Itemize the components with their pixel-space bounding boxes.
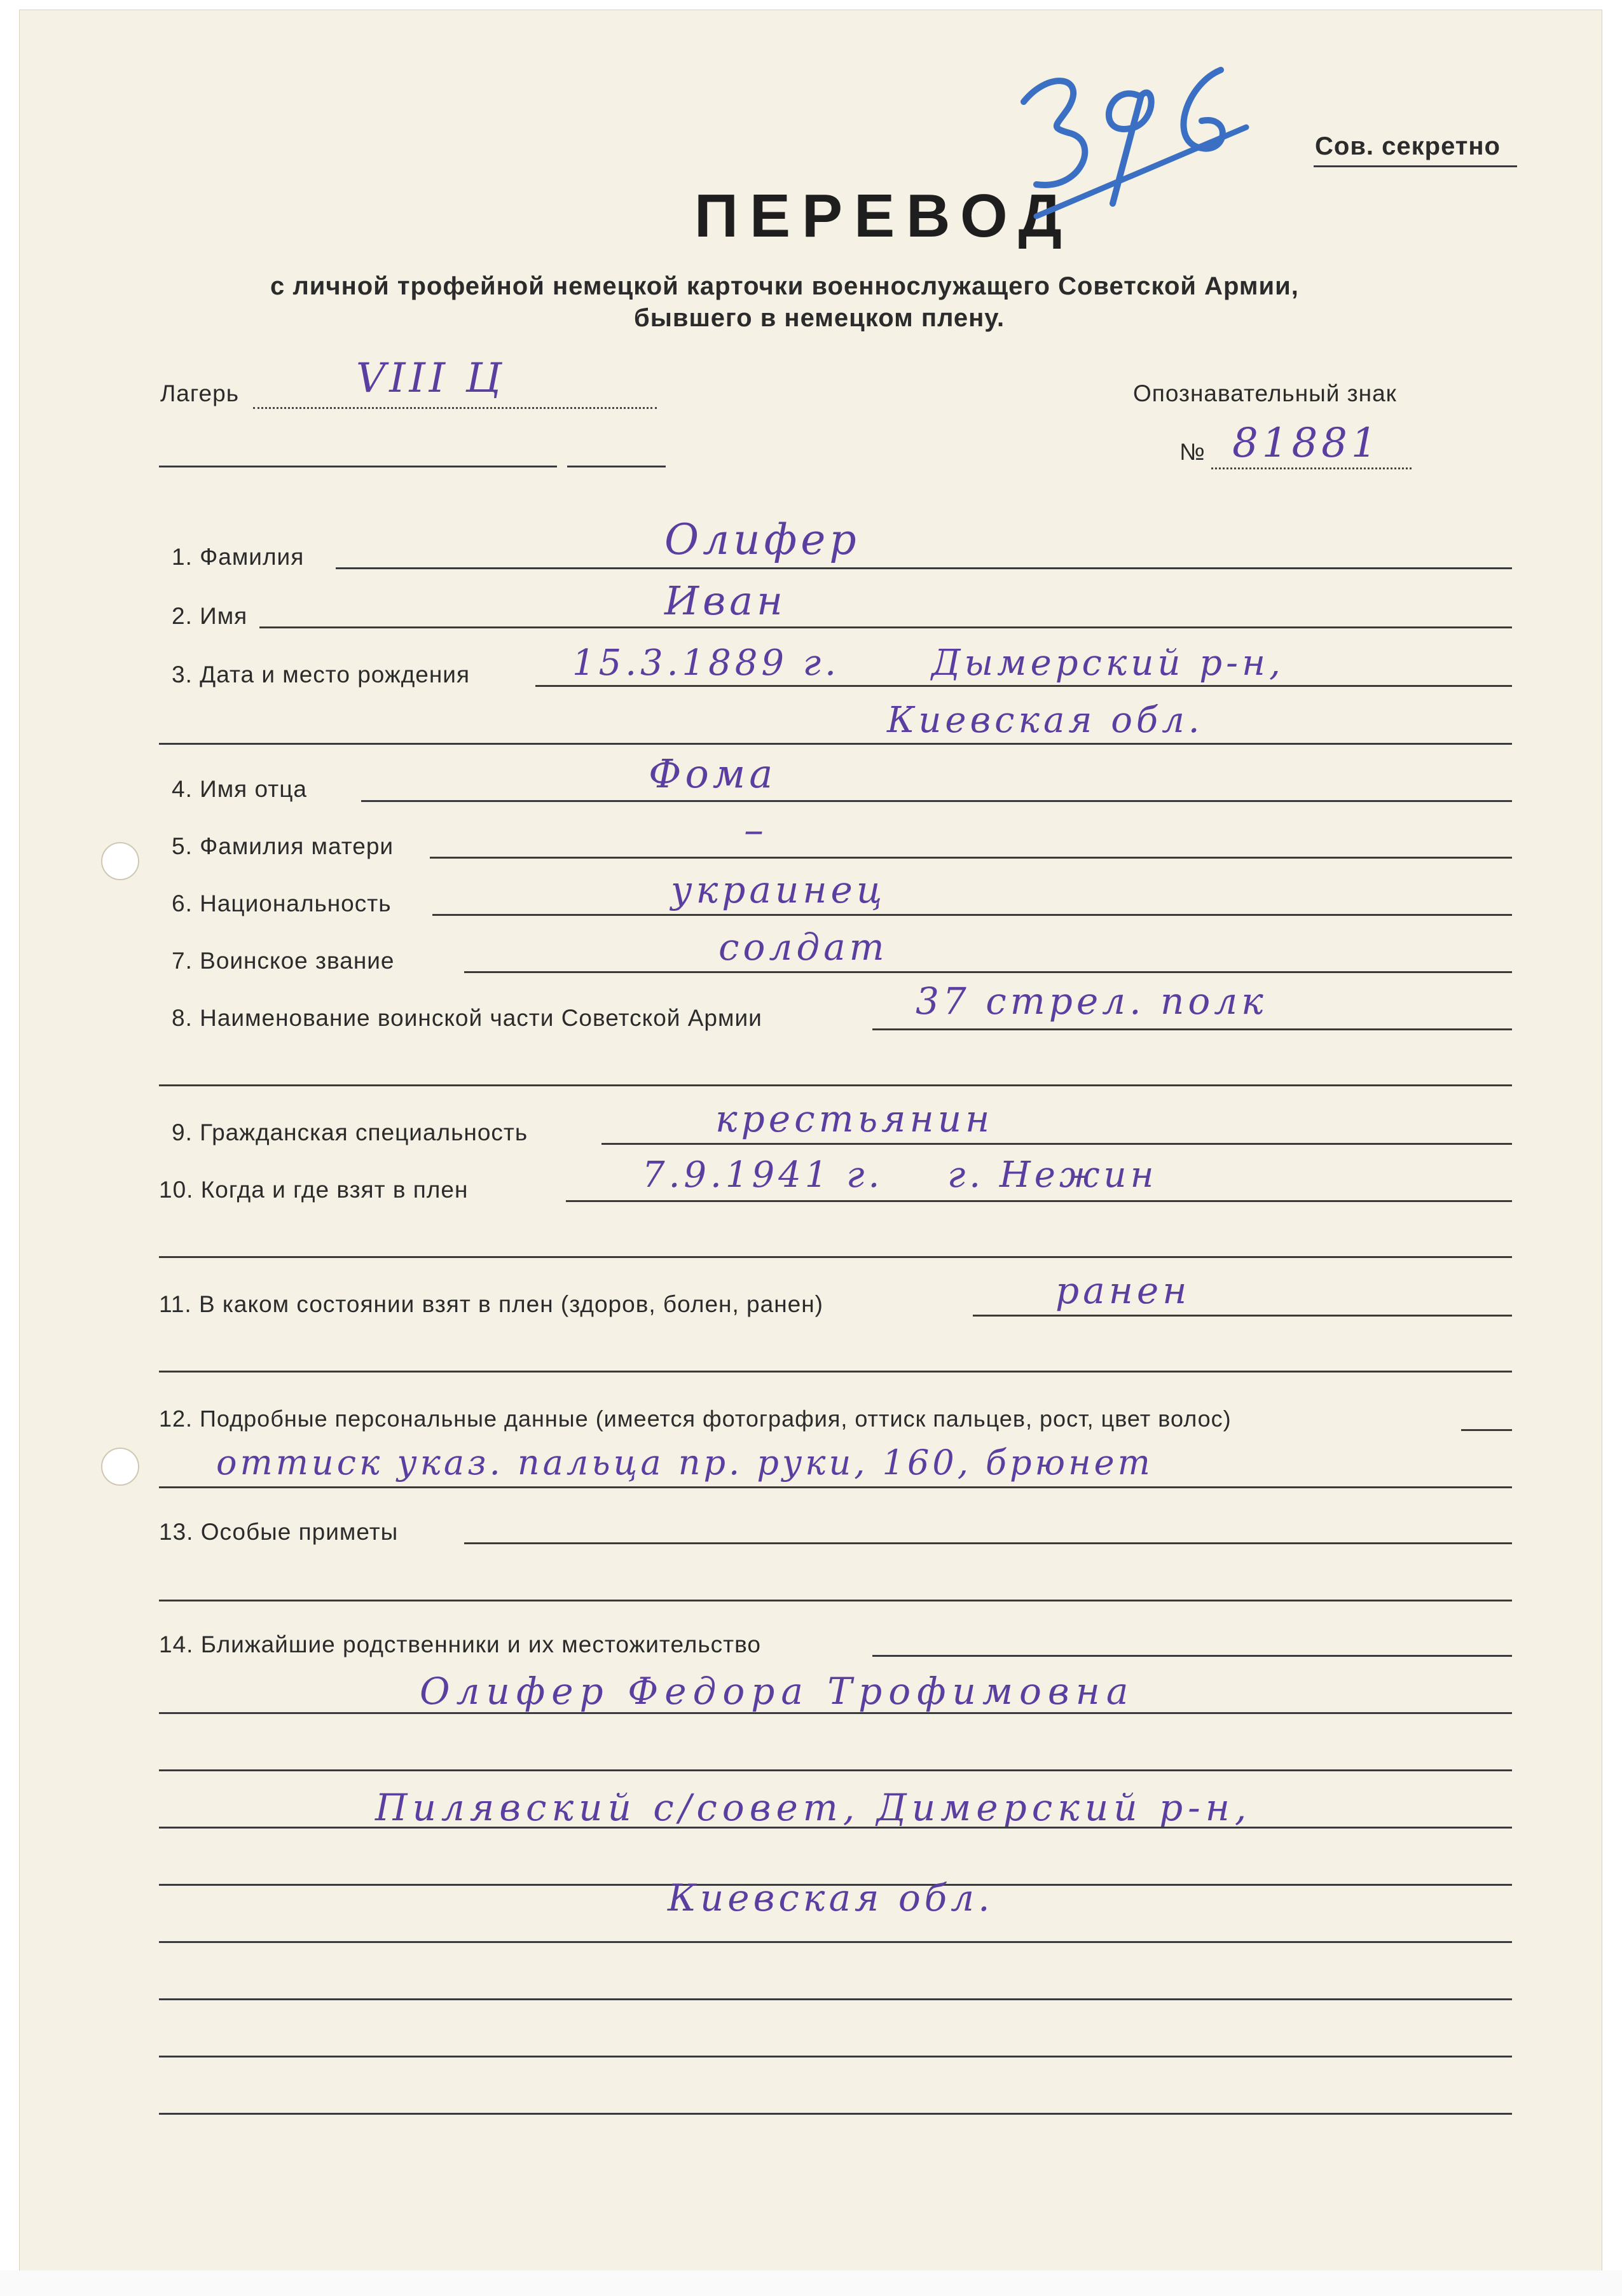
camp-label: Лагерь <box>160 380 239 406</box>
subtitle-line-1: с личной трофейной немецкой карточки военнослужащего Советской Армии, <box>270 272 1299 300</box>
field-father-label: 4. Имя отца <box>172 776 307 802</box>
field-captured-line-2 <box>159 1256 1512 1258</box>
field-unit-value: 37 стрел. полк <box>916 979 1267 1023</box>
camp-extra-line-2 <box>567 466 666 467</box>
field-condition-value: ранен <box>1055 1269 1191 1312</box>
field-surname-line <box>336 567 1512 569</box>
archive-number-text <box>1043 95 1046 96</box>
field-rank-label: 7. Воинское звание <box>172 948 395 974</box>
field-relatives-line-9 <box>159 2113 1512 2115</box>
field-personal-value: оттиск указ. пальца пр. руки, 160, брюнет <box>216 1442 1153 1483</box>
punch-hole-bottom <box>101 1448 139 1486</box>
field-birth-line <box>535 685 1512 687</box>
field-birth-line-2 <box>159 743 1512 745</box>
field-relatives-value-1: Олифер Федора Трофимовна <box>420 1670 1135 1713</box>
field-relatives-line-7 <box>159 1998 1512 2000</box>
subtitle-line-2: бывшего в немецком плену. <box>634 304 1005 332</box>
secret-mark: Сов. секретно <box>1315 132 1501 160</box>
field-condition-line <box>973 1315 1512 1317</box>
field-condition-line-2 <box>159 1371 1512 1373</box>
field-captured-line <box>566 1200 1512 1202</box>
field-relatives-line-4 <box>159 1827 1512 1829</box>
field-birth-place-2: Киевская обл. <box>887 700 1204 741</box>
field-captured-place: г. Нежин <box>947 1154 1158 1196</box>
field-relatives-value-2: Пилявский с/совет, Димерский р-н, <box>375 1786 1252 1829</box>
field-relatives-line <box>872 1655 1512 1657</box>
field-relatives-line-8 <box>159 2056 1512 2057</box>
field-personal-line-2 <box>159 1486 1512 1488</box>
field-father-value: Фома <box>649 750 777 797</box>
field-name-value: Иван <box>664 577 787 624</box>
field-relatives-line-2 <box>159 1712 1512 1714</box>
field-marks-line-2 <box>159 1600 1512 1601</box>
field-mother-value: – <box>744 806 767 853</box>
field-rank-line <box>464 971 1512 973</box>
tag-value: 81881 <box>1232 420 1381 467</box>
field-relatives-line-6 <box>159 1941 1512 1943</box>
camp-extra-line <box>159 466 557 467</box>
field-surname-value: Олифер <box>664 515 860 564</box>
field-father-line <box>361 800 1512 802</box>
field-relatives-label: 14. Ближайшие родственники и их местожительство <box>159 1631 761 1657</box>
field-captured-date: 7.9.1941 г. <box>642 1154 884 1196</box>
field-nationality-value: украинец <box>671 868 886 911</box>
field-name-line <box>259 626 1512 628</box>
field-birth-place-1: Дымерский р-н, <box>931 642 1284 684</box>
field-unit-label: 8. Наименование воинской части Советской Армии <box>172 1005 762 1031</box>
field-captured-label: 10. Когда и где взят в плен <box>159 1177 469 1203</box>
field-profession-value: крестьянин <box>715 1097 994 1140</box>
field-nationality-label: 6. Национальность <box>172 890 392 916</box>
field-name-label: 2. Имя <box>172 603 248 629</box>
camp-value: VIII Ц <box>356 355 505 402</box>
secret-underline <box>1314 165 1517 167</box>
field-unit-line <box>872 1028 1512 1030</box>
field-unit-line-2 <box>159 1084 1512 1086</box>
field-relatives-value-3: Киевская обл. <box>668 1876 994 1919</box>
tag-label: Опознавательный знак <box>1133 380 1397 406</box>
archive-number-stamp <box>1011 57 1253 223</box>
tag-no-label: № <box>1179 439 1206 465</box>
field-mother-label: 5. Фамилия матери <box>172 833 394 859</box>
field-rank-value: солдат <box>718 925 888 969</box>
field-nationality-line <box>432 914 1512 916</box>
field-personal-label: 12. Подробные персональные данные (имеется фотография, оттиск пальцев, рост, цвет волос) <box>159 1406 1232 1432</box>
tag-line <box>1211 467 1412 469</box>
camp-line <box>253 407 657 409</box>
field-profession-line <box>601 1143 1512 1145</box>
field-birth-label: 3. Дата и место рождения <box>172 661 470 688</box>
field-relatives-line-3 <box>159 1769 1512 1771</box>
scan-margin <box>0 2271 1622 2296</box>
punch-hole-top <box>101 842 139 880</box>
field-marks-line <box>464 1542 1512 1544</box>
field-profession-label: 9. Гражданская специальность <box>172 1119 528 1145</box>
document-title: ПЕРЕВОД <box>694 182 1073 250</box>
field-birth-date: 15.3.1889 г. <box>572 642 840 684</box>
field-condition-label: 11. В каком состоянии взят в плен (здоров, болен, ранен) <box>159 1291 823 1317</box>
field-personal-line <box>1461 1429 1512 1431</box>
field-marks-label: 13. Особые приметы <box>159 1519 399 1545</box>
field-mother-line <box>430 857 1512 859</box>
field-surname-label: 1. Фамилия <box>172 544 305 570</box>
